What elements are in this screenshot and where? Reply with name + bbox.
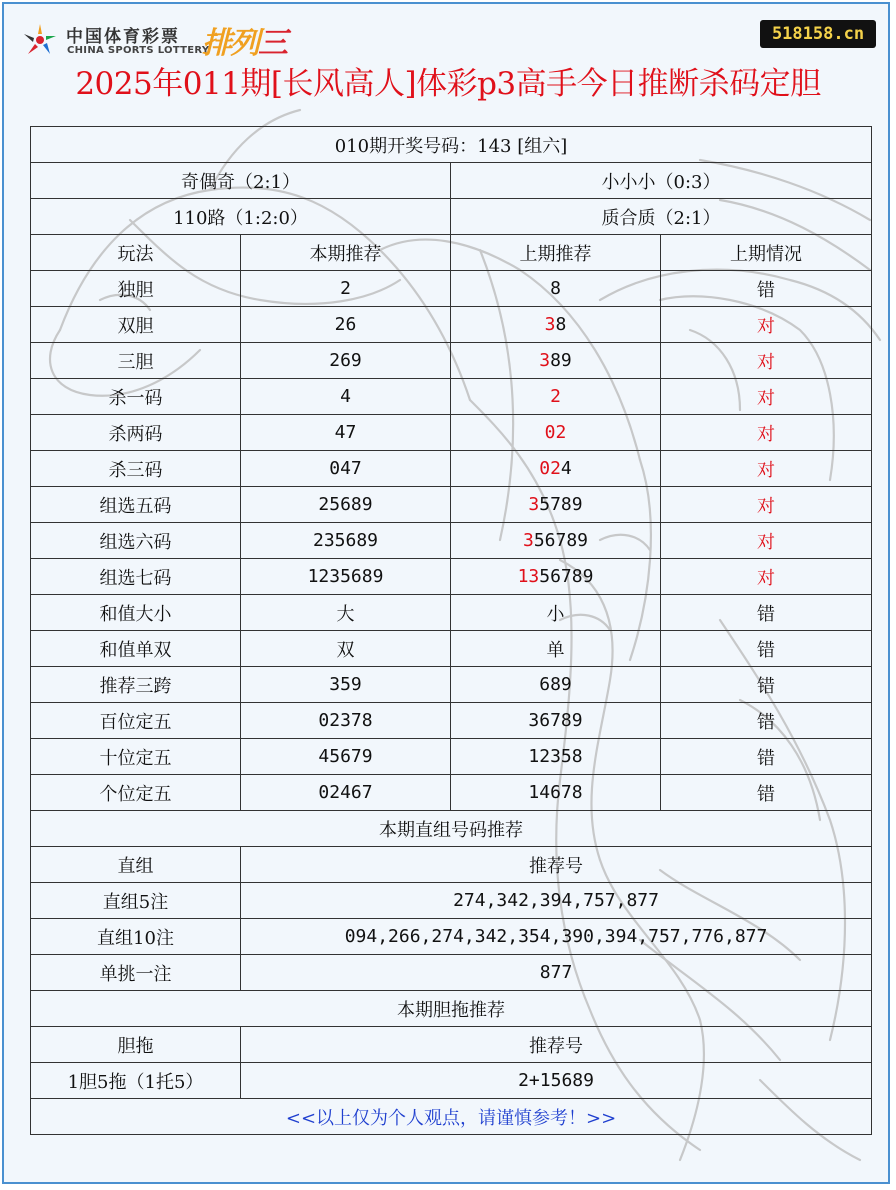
previous-pick-hit: 3 [528,494,540,515]
game-name-part1: 排列 [202,26,258,61]
previous-pick-hit: 3 [539,350,551,371]
result-status: 对 [661,523,872,559]
previous-pick [451,631,661,667]
previous-pick [451,667,661,703]
prediction-table [30,126,872,1135]
table-row [31,775,872,811]
column-header: 本期推荐 [241,235,451,271]
result-status: 对 [661,343,872,379]
section-label: 单挑一注 [31,955,241,991]
play-name: 杀三码 [31,451,241,487]
result-status: 对 [661,379,872,415]
section-value: 094,266,274,342,354,390,394,757,776,877 [241,919,872,955]
current-pick: 269 [241,343,451,379]
column-header: 上期情况 [661,235,872,271]
section-value: 274,342,394,757,877 [241,883,872,919]
section-label: 直组10注 [31,919,241,955]
result-status: 对 [661,307,872,343]
table-row [31,487,872,523]
previous-pick-rest: 8 [555,314,567,335]
result-status: 对 [661,559,872,595]
game-name [202,18,286,62]
previous-pick [451,415,661,451]
section-col-header: 推荐号 [241,1027,872,1063]
previous-pick [451,775,661,811]
previous-pick [451,739,661,775]
previous-pick-hit: 02 [544,422,567,443]
previous-pick [451,379,661,415]
summary-row [31,199,872,235]
play-name: 个位定五 [31,775,241,811]
previous-pick-rest: 14678 [528,782,583,803]
current-pick: 大 [241,595,451,631]
play-name: 独胆 [31,271,241,307]
play-name: 和值大小 [31,595,241,631]
play-name: 组选六码 [31,523,241,559]
previous-pick-hit: 2 [550,386,561,407]
section-label: 直组5注 [31,883,241,919]
table-row [31,271,872,307]
previous-pick [451,307,661,343]
last-draw-text: 010期开奖号码：143 [组六] [31,127,872,163]
current-pick: 26 [241,307,451,343]
result-status: 错 [661,667,872,703]
previous-pick-rest: 12358 [528,746,583,767]
section-title: 本期直组号码推荐 [31,811,872,847]
previous-pick-rest: 单 [546,639,565,661]
result-status: 错 [661,739,872,775]
page-title: 2025年011期[长风高人]体彩p3高手今日推断杀码定胆 [75,66,821,102]
previous-pick-rest: 5789 [539,494,583,515]
result-status: 对 [661,487,872,523]
current-pick: 47 [241,415,451,451]
table-row [31,307,872,343]
table-row [31,379,872,415]
table-row [31,667,872,703]
result-status: 对 [661,451,872,487]
section-row [31,883,872,919]
last-draw-row [31,127,872,163]
footer-note: <<以上仅为个人观点，请谨慎参考！>> [31,1099,872,1135]
current-pick: 2 [241,271,451,307]
section-header-row [31,847,872,883]
game-name-part2: 三 [258,26,286,61]
table-row [31,559,872,595]
previous-pick [451,559,661,595]
table-row [31,451,872,487]
section-col-header: 推荐号 [241,847,872,883]
current-pick: 02378 [241,703,451,739]
prime-composite-text: 质合质（2:1） [451,199,872,235]
section-col-header: 胆拖 [31,1027,241,1063]
column-header: 上期推荐 [451,235,661,271]
section-header-row [31,1027,872,1063]
previous-pick-hit: 3 [522,530,534,551]
current-pick: 4 [241,379,451,415]
big-small-text: 小小小（0:3） [451,163,872,199]
china-sports-lottery-logo [20,18,330,62]
play-name: 推荐三跨 [31,667,241,703]
section-label: 1胆5拖（1托5） [31,1063,241,1099]
section-col-header: 直组 [31,847,241,883]
previous-pick-hit: 3 [544,314,556,335]
table-row [31,595,872,631]
lottery-star-icon [20,20,60,60]
section-title-row [31,811,872,847]
play-name: 十位定五 [31,739,241,775]
previous-pick [451,343,661,379]
section-title-row [31,991,872,1027]
play-name: 和值单双 [31,631,241,667]
play-name: 组选七码 [31,559,241,595]
logo-english-text: CHINA SPORTS LOTTERY [67,45,210,56]
section-title: 本期胆拖推荐 [31,991,872,1027]
previous-pick-rest: 36789 [528,710,583,731]
logo-chinese-text: 中国体育彩票 [66,27,180,47]
table-row [31,631,872,667]
section-row [31,1063,872,1099]
section-row [31,919,872,955]
table-header-row [31,235,872,271]
previous-pick-hit: 13 [517,566,540,587]
result-status: 错 [661,631,872,667]
previous-pick [451,487,661,523]
result-status: 对 [661,415,872,451]
play-name: 三胆 [31,343,241,379]
table-row [31,415,872,451]
current-pick: 1235689 [241,559,451,595]
previous-pick [451,271,661,307]
summary-row [31,163,872,199]
current-pick: 235689 [241,523,451,559]
result-status: 错 [661,775,872,811]
previous-pick [451,523,661,559]
table-row [31,703,872,739]
current-pick: 359 [241,667,451,703]
play-name: 双胆 [31,307,241,343]
current-pick: 双 [241,631,451,667]
current-pick: 45679 [241,739,451,775]
section-value: 2+15689 [241,1063,872,1099]
play-name: 杀两码 [31,415,241,451]
current-pick: 047 [241,451,451,487]
play-name: 组选五码 [31,487,241,523]
play-name: 百位定五 [31,703,241,739]
previous-pick-rest: 8 [550,278,561,299]
previous-pick-rest: 小 [546,603,565,625]
footer-row [31,1099,872,1135]
previous-pick-hit: 02 [539,458,561,479]
previous-pick-rest: 689 [539,674,572,695]
previous-pick [451,595,661,631]
column-header: 玩法 [31,235,241,271]
current-pick: 25689 [241,487,451,523]
previous-pick-rest: 89 [550,350,572,371]
result-status: 错 [661,703,872,739]
route-text: 110路（1:2:0） [31,199,451,235]
play-name: 杀一码 [31,379,241,415]
section-value: 877 [241,955,872,991]
previous-pick-rest: 56789 [539,566,594,587]
previous-pick-rest: 56789 [533,530,589,551]
site-badge: 518158.cn [760,20,876,48]
result-status: 错 [661,595,872,631]
table-row [31,739,872,775]
previous-pick [451,451,661,487]
section-row [31,955,872,991]
previous-pick-rest: 4 [560,458,572,479]
result-status: 错 [661,271,872,307]
table-row [31,343,872,379]
odd-even-text: 奇偶奇（2:1） [31,163,451,199]
previous-pick [451,703,661,739]
table-row [31,523,872,559]
current-pick: 02467 [241,775,451,811]
